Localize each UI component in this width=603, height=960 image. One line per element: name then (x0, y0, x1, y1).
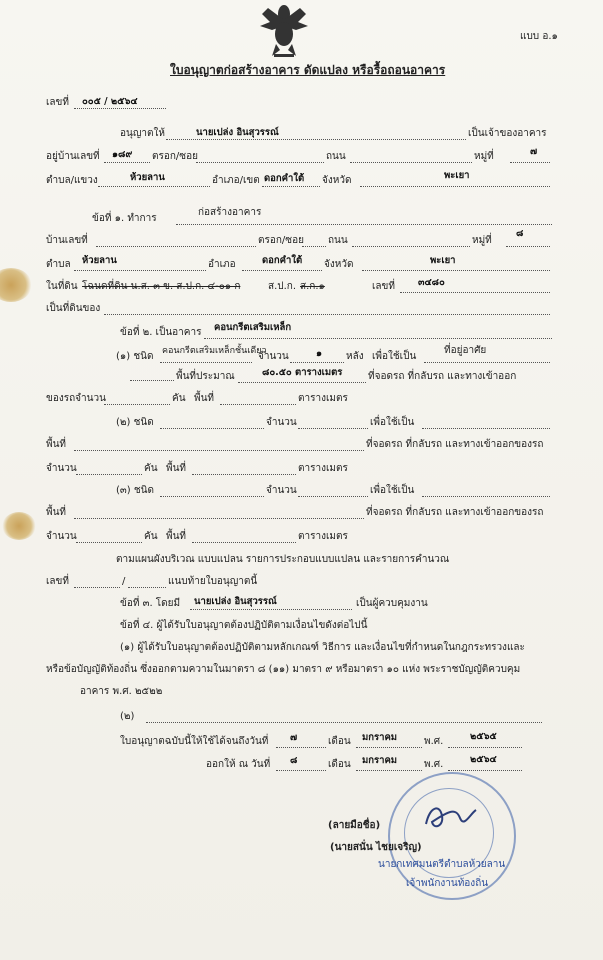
applicant-suffix: เป็นเจ้าของอาคาร (468, 128, 547, 139)
permit-number-value: ๐๐๕ / ๒๕๖๔ (82, 96, 138, 107)
b1-area-label: พื้นที่ประมาณ (176, 371, 235, 382)
house-no-value: ๑๘๙ (112, 149, 133, 160)
b3-count-label: จำนวน (266, 485, 297, 496)
b1-cars-label: ของรถจำนวน (46, 393, 106, 404)
b2-floor-line (74, 450, 364, 451)
item2-value: คอนกรีตเสริมเหล็ก (214, 322, 292, 333)
land-no-value: ๓๔๘๐ (418, 277, 445, 288)
plan-text: ตามแผนผังบริเวณ แบบแปลน รายการประกอบแบบแปลน และรายการคำนวณ (116, 554, 450, 565)
validity-year-line (448, 747, 522, 748)
b1-floor-label: พื้นที่ (194, 393, 215, 404)
handwritten-signature-icon (420, 800, 480, 836)
validity-month-label: เดือน (328, 736, 351, 747)
validity-label: ใบอนุญาตฉบับนี้ให้ใช้ได้จนถึงวันที่ (120, 736, 269, 747)
b2-parking-text: ที่จอดรถ ที่กลับรถ และทางเข้าออกของรถ (366, 439, 544, 450)
moo-line (510, 162, 550, 163)
item1-moo-value: ๘ (516, 228, 524, 239)
item1-moo-line (506, 246, 550, 247)
b2-floor-label: พื้นที่ (46, 439, 67, 450)
item3-line (190, 609, 352, 610)
b3-sqm: ตารางเมตร (298, 531, 348, 542)
b3-floor2-line (192, 542, 296, 543)
b1-count-line (290, 362, 344, 363)
item1-line (176, 224, 552, 225)
b1-type-label: (๑) ชนิด (116, 351, 154, 362)
permit-number-line (74, 108, 166, 109)
b3-cars-label: จำนวน (46, 531, 77, 542)
road-label: ถนน (326, 151, 346, 162)
b2-count-label: จำนวน (266, 417, 297, 428)
province-value: พะเยา (444, 170, 470, 181)
item1-alley-line (302, 246, 326, 247)
b1-use-label: เพื่อใช้เป็น (372, 351, 417, 362)
item4-cond2-line (146, 722, 542, 723)
item1-tambon-label: ตำบล (46, 259, 71, 270)
plan-no-line2 (128, 587, 166, 588)
item3-value: นายเปล่ง อินสุวรรณ์ (194, 596, 277, 607)
b3-cars-line (76, 542, 142, 543)
issued-year: ๒๕๖๔ (470, 754, 497, 765)
b1-sqm: ตารางเมตร (298, 393, 348, 404)
signer-name: (นายสนั่น ไชยเจริญ) (330, 842, 422, 853)
item1-alley-label: ตรอก/ซอย (258, 235, 304, 246)
b1-cars-line (104, 404, 170, 405)
b1-floor-line (220, 404, 296, 405)
b2-use-label: เพื่อใช้เป็น (370, 417, 415, 428)
item1-province-value: พะเยา (430, 255, 456, 266)
validity-day-line (276, 747, 326, 748)
alley-line (196, 162, 324, 163)
paper-stain-left (0, 268, 32, 302)
plan-no-line1 (74, 587, 120, 588)
province-label: จังหวัด (322, 175, 352, 186)
item1-road-label: ถนน (328, 235, 348, 246)
item4-cond1a: (๑) ผู้ได้รับใบอนุญาตต้องปฏิบัติตามหลักเกณฑ์ วิธีการ และเงื่อนไขที่กำหนดในกฎกระทรวงและ (120, 642, 525, 653)
b3-floor2-label: พื้นที่ (166, 531, 187, 542)
applicant-label: อนุญาตให้ (120, 128, 165, 139)
b1-parking-text: ที่จอดรถ ที่กลับรถ และทางเข้าออก (368, 371, 517, 382)
item2-line (204, 338, 552, 339)
item4-cond1b: หรือข้อบัญญัติท้องถิ่น ซึ่งออกตามความในมาตรา ๘ (๑๑) มาตรา ๙ หรือมาตรา ๑๐ แห่ง พระราชบัญญัติควบคุม (46, 664, 521, 675)
b2-cars-label: จำนวน (46, 463, 77, 474)
b2-use-line (422, 428, 550, 429)
item1-province-line (362, 270, 550, 271)
b3-type-line (160, 496, 264, 497)
tambon-line (98, 186, 210, 187)
permit-number-label: เลขที่ (46, 97, 69, 108)
b3-use-label: เพื่อใช้เป็น (370, 485, 415, 496)
b2-cars-line (76, 474, 142, 475)
province-line (360, 186, 550, 187)
item1-tambon-value: ห้วยลาน (82, 255, 117, 266)
signer-position-2: เจ้าพนักงานท้องถิ่น (406, 878, 489, 889)
form-code: แบบ อ.๑ (520, 31, 558, 42)
document-title: ใบอนุญาตก่อสร้างอาคาร ดัดแปลง หรือรื้อถอนอาคาร (170, 63, 446, 77)
b2-floor2-line (192, 474, 296, 475)
item1-amphoe-line (242, 270, 322, 271)
issued-day-line (276, 770, 326, 771)
signer-position-1: นายกเทศมนตรีตำบลห้วยลาน (378, 859, 506, 870)
b2-type-line (160, 428, 264, 429)
paper-stain-lower-left (2, 512, 36, 540)
moo-value: ๗ (530, 146, 538, 157)
b1-count-unit: หลัง (346, 351, 364, 362)
b1-area-line (238, 382, 366, 383)
tambon-value: ห้วยลาน (130, 172, 165, 183)
house-no-line (104, 162, 150, 163)
garuda-emblem-icon (258, 0, 310, 60)
item1-label: ข้อที่ ๑. ทำการ (92, 213, 157, 224)
issued-day: ๘ (290, 755, 298, 766)
b1-count-value: ๑ (316, 348, 323, 359)
applicant-line (166, 139, 466, 140)
b3-type-label: (๓) ชนิด (116, 485, 154, 496)
issued-year-label: พ.ศ. (424, 759, 444, 770)
item1-province-label: จังหวัด (324, 259, 354, 270)
item1-house-line (96, 246, 256, 247)
b2-type-label: (๒) ชนิด (116, 417, 154, 428)
road-line (350, 162, 472, 163)
amphoe-value: ดอกคำใต้ (264, 173, 305, 184)
b3-floor-label: พื้นที่ (46, 507, 67, 518)
b2-cars-unit: คัน (144, 463, 158, 474)
plan-no-slash: / (122, 576, 126, 587)
b1-area-value: ๘๐.๕๐ ตารางเมตร (262, 367, 343, 378)
item4-cond2: (๒) (120, 711, 135, 722)
item4-label: ข้อที่ ๔. ผู้ได้รับใบอนุญาตต้องปฏิบัติตามเงื่อนไขดังต่อไปนี้ (120, 620, 368, 631)
plan-attached: แนบท้ายใบอนุญาตนี้ (168, 576, 258, 587)
b1-type-line (160, 362, 252, 363)
land-prefix: ในที่ดิน (46, 281, 78, 292)
item1-moo-label: หมู่ที่ (472, 235, 492, 246)
land-owner-label: เป็นที่ดินของ (46, 303, 101, 314)
applicant-name: นายเปล่ง อินสุวรรณ์ (196, 127, 279, 138)
amphoe-label: อำเภอ/เขต (212, 175, 260, 186)
b2-count-line (298, 428, 368, 429)
land-owner-line (104, 314, 550, 315)
item2-label: ข้อที่ ๒. เป็นอาคาร (120, 327, 202, 338)
validity-month: มกราคม (362, 732, 398, 743)
b3-count-line (298, 496, 368, 497)
item1-tambon-line (74, 270, 206, 271)
issued-month: มกราคม (362, 755, 398, 766)
item3-label: ข้อที่ ๓. โดยมี (120, 598, 181, 609)
land-type-spk: ส.ป.ก. (268, 281, 297, 292)
b2-sqm: ตารางเมตร (298, 463, 348, 474)
land-no-label: เลขที่ (372, 281, 395, 292)
amphoe-line (262, 186, 320, 187)
item4-cond1c: อาคาร พ.ศ. ๒๕๒๒ (80, 686, 163, 697)
b1-type-value: คอนกรีตเสริมเหล็กชั้นเดียว (162, 346, 267, 356)
validity-day: ๗ (290, 732, 298, 743)
item1-amphoe-label: อำเภอ (208, 259, 236, 270)
item1-house-label: บ้านเลขที่ (46, 235, 88, 246)
alley-label: ตรอก/ซอย (152, 151, 198, 162)
validity-year: ๒๕๖๕ (470, 731, 497, 742)
issued-year-line (448, 770, 522, 771)
plan-no-label: เลขที่ (46, 576, 69, 587)
land-type-struck2: ส.ก.๑ (300, 281, 325, 292)
b1-use-value: ที่อยู่อาศัย (444, 345, 487, 356)
issued-month-label: เดือน (328, 759, 351, 770)
land-no-line (400, 292, 550, 293)
item1-road-line (352, 246, 470, 247)
b3-parking-text: ที่จอดรถ ที่กลับรถ และทางเข้าออกของรถ (366, 507, 544, 518)
validity-month-line (356, 747, 422, 748)
b2-floor2-label: พื้นที่ (166, 463, 187, 474)
issued-month-line (356, 770, 422, 771)
moo-label: หมู่ที่ (474, 151, 494, 162)
validity-year-label: พ.ศ. (424, 736, 444, 747)
b3-use-line (422, 496, 550, 497)
b3-floor-line (74, 518, 364, 519)
item1-value: ก่อสร้างอาคาร (198, 207, 262, 218)
b1-use-line (424, 362, 550, 363)
issued-label: ออกให้ ณ วันที่ (206, 759, 271, 770)
b1-count-label: จำนวน (258, 351, 289, 362)
land-type-struck: โฉนดที่ดิน น.ส. ๓ ข. ส.ป.ก. ๔-๐๑ ก (82, 281, 241, 292)
b1-cars-unit: คัน (172, 393, 186, 404)
b3-cars-unit: คัน (144, 531, 158, 542)
signature-label: (ลายมือชื่อ) (328, 820, 381, 831)
item1-amphoe-value: ดอกคำใต้ (262, 255, 303, 266)
house-no-label: อยู่บ้านเลขที่ (46, 151, 100, 162)
tambon-label: ตำบล/แขวง (46, 175, 98, 186)
b1-area-lead-line (130, 380, 174, 381)
item3-suffix: เป็นผู้ควบคุมงาน (356, 598, 428, 609)
